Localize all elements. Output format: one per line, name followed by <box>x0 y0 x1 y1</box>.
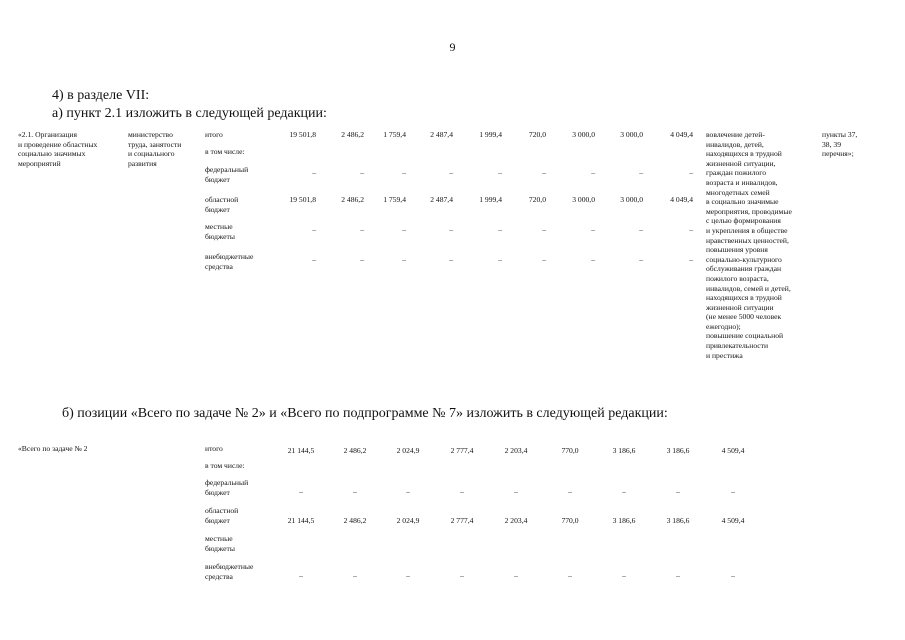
row-label: местные бюджеты <box>205 222 235 241</box>
table-cell-value: – <box>568 571 572 580</box>
table-cell-value: 1 759,4 <box>383 195 406 204</box>
table1-measure-name: «2.1. Организация и проведение областных социально значимых мероприятий <box>18 130 98 168</box>
table-cell-value: – <box>591 225 595 234</box>
table-cell-value: – <box>498 255 502 264</box>
table-cell-value: 2 024,9 <box>396 446 420 455</box>
table-cell-value: – <box>731 571 735 580</box>
table-cell-value: 4 509,4 <box>721 446 745 455</box>
table-cell-value: – <box>360 168 364 177</box>
section-heading: 4) в разделе VII: <box>52 88 150 103</box>
table-cell-value: 3 186,6 <box>666 516 690 525</box>
item-b-heading: б) позиции «Всего по задаче № 2» и «Всего по подпрограмме № 7» изложить в следующей редакции: <box>62 406 668 421</box>
table-cell-value: – <box>299 487 303 496</box>
table-cell-value: 2 486,2 <box>343 446 367 455</box>
table-cell-value: 4 509,4 <box>721 516 745 525</box>
table-cell-value: – <box>406 487 410 496</box>
table-cell-value: – <box>460 487 464 496</box>
table-cell-value: – <box>689 225 693 234</box>
table-cell-value: – <box>360 225 364 234</box>
table-cell-value: 19 501,8 <box>289 130 316 139</box>
row-label: внебюджетные средства <box>205 562 254 581</box>
table-cell-value: – <box>676 487 680 496</box>
table-cell-value: 3 186,6 <box>612 446 636 455</box>
table-cell-value: 1 999,4 <box>479 195 502 204</box>
table-cell-value: 2 486,2 <box>341 195 364 204</box>
table-cell-value: – <box>460 571 464 580</box>
table-cell-value: 3 000,0 <box>572 195 595 204</box>
table-cell-value: 720,0 <box>528 130 546 139</box>
table-cell-value: – <box>622 487 626 496</box>
table-cell-value: 2 486,2 <box>343 516 367 525</box>
table-cell-value: 1 759,4 <box>383 130 406 139</box>
table-cell-value: – <box>312 225 316 234</box>
table1-list-points: пункты 37, 38, 39 перечня»; <box>822 130 858 159</box>
table-cell-value: 3 186,6 <box>612 516 636 525</box>
table-cell-value: – <box>498 225 502 234</box>
table-cell-value: 4 049,4 <box>670 130 693 139</box>
row-label: федеральный бюджет <box>205 478 249 497</box>
table-cell-value: – <box>689 255 693 264</box>
table-cell-value: – <box>514 487 518 496</box>
table-cell-value: – <box>591 168 595 177</box>
table-cell-value: 1 999,4 <box>479 130 502 139</box>
table-cell-value: 2 024,9 <box>396 516 420 525</box>
table-cell-value: – <box>514 571 518 580</box>
table-cell-value: – <box>312 168 316 177</box>
table-cell-value: 770,0 <box>561 516 579 525</box>
table-cell-value: 2 777,4 <box>450 516 474 525</box>
table-cell-value: – <box>406 571 410 580</box>
table-cell-value: 21 144,5 <box>287 516 315 525</box>
table-cell-value: 3 000,0 <box>620 195 643 204</box>
table-cell-value: – <box>542 255 546 264</box>
table-cell-value: – <box>639 225 643 234</box>
table-cell-value: 3 000,0 <box>572 130 595 139</box>
row-label: областной бюджет <box>205 506 239 525</box>
table-cell-value: 2 777,4 <box>450 446 474 455</box>
table-cell-value: 4 049,4 <box>670 195 693 204</box>
row-label: местные бюджеты <box>205 534 235 553</box>
table-cell-value: – <box>449 225 453 234</box>
table-cell-value: – <box>591 255 595 264</box>
table-cell-value: – <box>299 571 303 580</box>
table-cell-value: – <box>568 487 572 496</box>
row-label: итого <box>205 130 223 139</box>
table-cell-value: 2 203,4 <box>504 516 528 525</box>
row-label: итого <box>205 444 223 453</box>
table-cell-value: 21 144,5 <box>287 446 315 455</box>
row-label: в том числе: <box>205 461 245 470</box>
table-cell-value: 3 000,0 <box>620 130 643 139</box>
table-cell-value: 2 203,4 <box>504 446 528 455</box>
row-label: областной бюджет <box>205 195 239 214</box>
table-cell-value: – <box>731 487 735 496</box>
row-label: в том числе: <box>205 147 245 156</box>
table-cell-value: 770,0 <box>561 446 579 455</box>
table-cell-value: – <box>622 571 626 580</box>
row-label: федеральный бюджет <box>205 165 249 184</box>
table-cell-value: – <box>676 571 680 580</box>
table-cell-value: – <box>639 255 643 264</box>
table-cell-value: – <box>402 255 406 264</box>
table-cell-value: – <box>402 225 406 234</box>
table2-total-name: «Всего по задаче № 2 <box>18 444 88 453</box>
table-cell-value: – <box>542 225 546 234</box>
table-cell-value: 3 186,6 <box>666 446 690 455</box>
table1-executor: министерство труда, занятости и социального развития <box>128 130 182 168</box>
table-cell-value: 2 486,2 <box>341 130 364 139</box>
table-cell-value: 2 487,4 <box>430 195 453 204</box>
table-cell-value: – <box>353 571 357 580</box>
table-cell-value: – <box>639 168 643 177</box>
table-cell-value: – <box>689 168 693 177</box>
table-cell-value: – <box>498 168 502 177</box>
item-a-heading: а) пункт 2.1 изложить в следующей редакции: <box>52 106 327 121</box>
table-cell-value: – <box>312 255 316 264</box>
table-cell-value: 2 487,4 <box>430 130 453 139</box>
table-cell-value: – <box>542 168 546 177</box>
table-cell-value: – <box>449 255 453 264</box>
table-cell-value: – <box>402 168 406 177</box>
table-cell-value: 19 501,8 <box>289 195 316 204</box>
row-label: внебюджетные средства <box>205 252 254 271</box>
table-cell-value: 720,0 <box>528 195 546 204</box>
page-number: 9 <box>449 40 456 54</box>
table1-expected-result: вовлечение детей- инвалидов, детей, находящихся в трудной жизненной ситуации, граждан пожилого возраста и инвалидов, многодетных семей в социально значимые мероприятия, проводимые с целью формирования и укрепления в обществе нравственных ценностей, повышения уровня социально-культурного обслуживания граждан пожилого возраста, инвалидов, семей и детей, находящихся в трудной жизненной ситуации (не менее 5000 человек ежегодно); повышение социальной привлекательности и престижа <box>706 130 792 360</box>
table-cell-value: – <box>360 255 364 264</box>
table-cell-value: – <box>449 168 453 177</box>
table-cell-value: – <box>353 487 357 496</box>
